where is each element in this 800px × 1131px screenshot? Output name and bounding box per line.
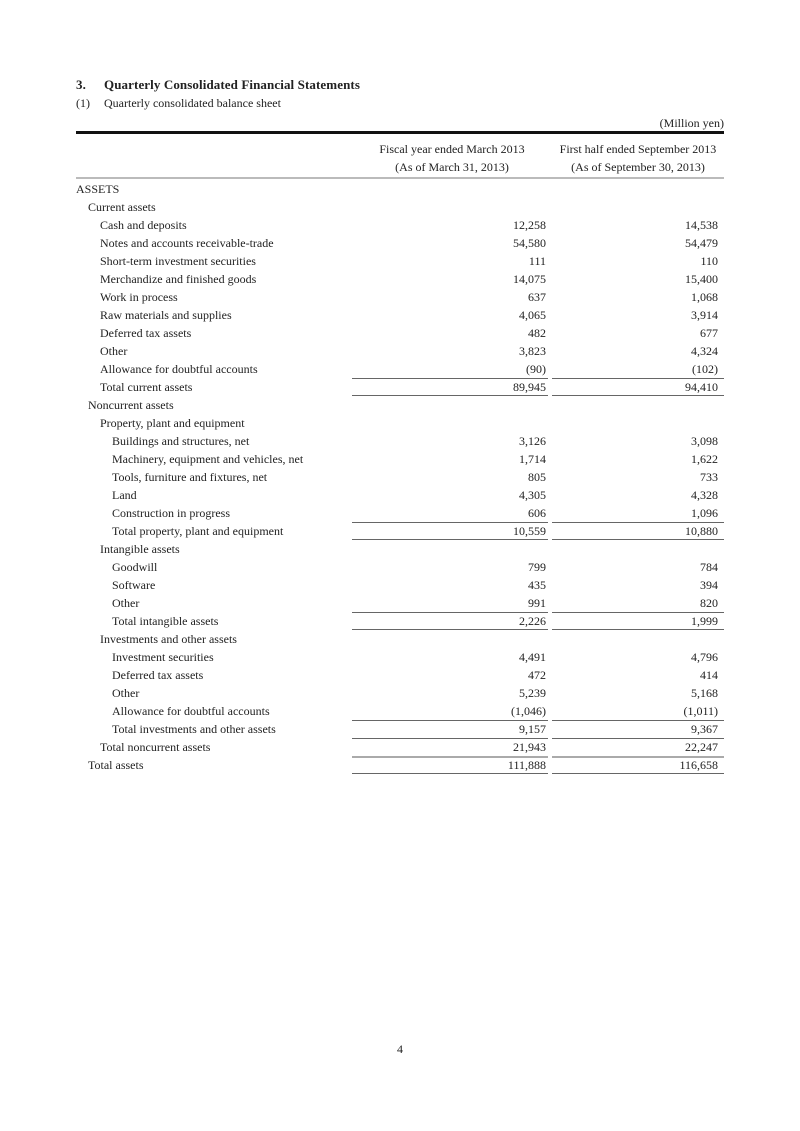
value-prior-year: 3,126 xyxy=(519,434,546,448)
value-current-period: 94,410 xyxy=(685,380,718,394)
value-prior-year: 111 xyxy=(528,254,546,268)
value-current-period: (1,011) xyxy=(683,704,718,718)
row-label: Allowance for doubtful accounts xyxy=(112,704,270,718)
row-label: Tools, furniture and fixtures, net xyxy=(112,470,268,484)
table-row xyxy=(76,684,724,702)
row-label: Intangible assets xyxy=(100,542,180,556)
cell-rule xyxy=(352,540,548,558)
row-label: Property, plant and equipment xyxy=(100,416,245,430)
value-current-period: 1,999 xyxy=(691,614,718,628)
section-number: 3. xyxy=(76,77,86,92)
table-row xyxy=(76,180,724,198)
row-label: Total noncurrent assets xyxy=(100,740,211,754)
table-row xyxy=(76,540,724,558)
value-prior-year: 9,157 xyxy=(519,722,546,736)
subsection-title: Quarterly consolidated balance sheet xyxy=(104,96,281,110)
value-prior-year: 54,580 xyxy=(513,236,546,250)
table-row xyxy=(76,324,724,342)
value-prior-year: 12,258 xyxy=(513,218,546,232)
value-current-period: 4,328 xyxy=(691,488,718,502)
column-header-line2: (As of March 31, 2013) xyxy=(395,160,509,174)
row-label: Total intangible assets xyxy=(112,614,219,628)
row-label: Short-term investment securities xyxy=(100,254,256,268)
value-current-period: 820 xyxy=(700,596,718,610)
value-current-period: 677 xyxy=(700,326,718,340)
value-current-period: 394 xyxy=(700,578,718,592)
value-prior-year: 472 xyxy=(528,668,546,682)
page-number: 4 xyxy=(397,1042,403,1056)
table-row xyxy=(76,486,724,504)
cell-rule xyxy=(552,414,724,432)
table-row xyxy=(76,252,724,270)
section-heading xyxy=(76,77,360,93)
row-label: Merchandize and finished goods xyxy=(100,272,257,286)
row-label: Total assets xyxy=(88,758,144,772)
row-label: Noncurrent assets xyxy=(88,398,174,412)
row-label: Construction in progress xyxy=(112,506,230,520)
value-current-period: 3,098 xyxy=(691,434,718,448)
value-current-period: 733 xyxy=(700,470,718,484)
column-header-line1: First half ended September 2013 xyxy=(559,142,717,156)
value-prior-year: 4,491 xyxy=(519,650,546,664)
value-prior-year: 2,226 xyxy=(519,614,546,628)
value-current-period: 15,400 xyxy=(685,272,718,286)
value-prior-year: 21,943 xyxy=(513,740,546,754)
table-row xyxy=(76,558,724,576)
cell-rule xyxy=(552,180,724,198)
cell-rule xyxy=(352,396,548,414)
value-current-period: 414 xyxy=(700,668,718,682)
row-label: Allowance for doubtful accounts xyxy=(100,362,258,376)
cell-rule xyxy=(352,198,548,216)
value-prior-year: 111,888 xyxy=(507,758,546,772)
value-prior-year: 14,075 xyxy=(513,272,546,286)
row-label: Other xyxy=(112,686,140,700)
value-prior-year: 799 xyxy=(528,560,546,574)
table-row xyxy=(76,306,724,324)
value-prior-year: 435 xyxy=(528,578,546,592)
value-current-period: 10,880 xyxy=(685,524,718,538)
subsection-heading xyxy=(76,96,281,111)
value-prior-year: (90) xyxy=(526,362,546,376)
row-label: Total investments and other assets xyxy=(112,722,276,736)
value-current-period: 116,658 xyxy=(679,758,718,772)
table-row xyxy=(76,360,724,378)
table-row xyxy=(76,198,724,216)
table-row xyxy=(76,396,724,414)
table-row xyxy=(76,234,724,252)
row-label: Work in process xyxy=(100,290,178,304)
row-label: ASSETS xyxy=(76,182,120,196)
column-header-prior-year xyxy=(352,140,552,176)
value-prior-year: 805 xyxy=(528,470,546,484)
value-prior-year: 606 xyxy=(528,506,546,520)
table-row xyxy=(76,450,724,468)
table-row xyxy=(76,648,724,666)
row-label: Other xyxy=(100,344,128,358)
value-prior-year: 4,065 xyxy=(519,308,546,322)
row-label: Notes and accounts receivable-trade xyxy=(100,236,274,250)
row-label: Deferred tax assets xyxy=(112,668,204,682)
cell-rule xyxy=(552,198,724,216)
value-prior-year: 4,305 xyxy=(519,488,546,502)
column-header-line2: (As of September 30, 2013) xyxy=(571,160,705,174)
table-row xyxy=(76,702,724,720)
table-top-rule xyxy=(76,131,724,134)
row-label: Other xyxy=(112,596,140,610)
value-prior-year: 991 xyxy=(528,596,546,610)
table-row xyxy=(76,630,724,648)
table-row xyxy=(76,738,724,756)
balance-sheet-table xyxy=(76,180,724,774)
cell-rule xyxy=(552,396,724,414)
value-current-period: 784 xyxy=(700,560,718,574)
row-label: Cash and deposits xyxy=(100,218,187,232)
section-title: Quarterly Consolidated Financial Statements xyxy=(104,77,360,92)
value-current-period: 4,324 xyxy=(691,344,718,358)
table-row xyxy=(76,468,724,486)
row-label: Investments and other assets xyxy=(100,632,237,646)
value-prior-year: 10,559 xyxy=(513,524,546,538)
row-label: Total property, plant and equipment xyxy=(112,524,284,538)
value-current-period: 1,622 xyxy=(691,452,718,466)
value-current-period: 14,538 xyxy=(685,218,718,232)
value-current-period: 54,479 xyxy=(685,236,718,250)
row-label: Goodwill xyxy=(112,560,158,574)
row-label: Total current assets xyxy=(100,380,193,394)
row-label: Software xyxy=(112,578,156,592)
value-current-period: 4,796 xyxy=(691,650,718,664)
table-row xyxy=(76,612,724,630)
column-header-line1: Fiscal year ended March 2013 xyxy=(379,142,525,156)
table-row xyxy=(76,756,724,774)
table-row xyxy=(76,414,724,432)
table-row xyxy=(76,504,724,522)
table-row xyxy=(76,594,724,612)
value-current-period: (102) xyxy=(692,362,718,376)
value-prior-year: 3,823 xyxy=(519,344,546,358)
value-current-period: 1,068 xyxy=(691,290,718,304)
row-label: Investment securities xyxy=(112,650,214,664)
value-prior-year: 5,239 xyxy=(519,686,546,700)
header-rule xyxy=(76,177,724,179)
row-label: Deferred tax assets xyxy=(100,326,192,340)
row-label: Raw materials and supplies xyxy=(100,308,232,322)
table-row xyxy=(76,270,724,288)
table-row xyxy=(76,720,724,738)
value-current-period: 3,914 xyxy=(691,308,718,322)
value-prior-year: 482 xyxy=(528,326,546,340)
value-current-period: 9,367 xyxy=(691,722,718,736)
table-row xyxy=(76,342,724,360)
value-prior-year: 637 xyxy=(528,290,546,304)
table-row xyxy=(76,576,724,594)
unit-label: (Million yen) xyxy=(659,116,724,130)
column-header-current-period xyxy=(552,140,724,176)
subsection-number: (1) xyxy=(76,96,90,110)
table-row xyxy=(76,378,724,396)
row-label: Machinery, equipment and vehicles, net xyxy=(112,452,304,466)
table-row xyxy=(76,522,724,540)
value-prior-year: (1,046) xyxy=(511,704,546,718)
cell-rule xyxy=(352,180,548,198)
table-row xyxy=(76,288,724,306)
cell-rule xyxy=(352,630,548,648)
row-label: Land xyxy=(112,488,137,502)
row-label: Current assets xyxy=(88,200,156,214)
cell-rule xyxy=(552,540,724,558)
cell-rule xyxy=(552,630,724,648)
value-prior-year: 89,945 xyxy=(513,380,546,394)
value-prior-year: 1,714 xyxy=(519,452,546,466)
value-current-period: 5,168 xyxy=(691,686,718,700)
table-row xyxy=(76,216,724,234)
value-current-period: 110 xyxy=(700,254,718,268)
value-current-period: 1,096 xyxy=(691,506,718,520)
cell-rule xyxy=(352,414,548,432)
table-row xyxy=(76,432,724,450)
row-label: Buildings and structures, net xyxy=(112,434,250,448)
table-row xyxy=(76,666,724,684)
value-current-period: 22,247 xyxy=(685,740,718,754)
